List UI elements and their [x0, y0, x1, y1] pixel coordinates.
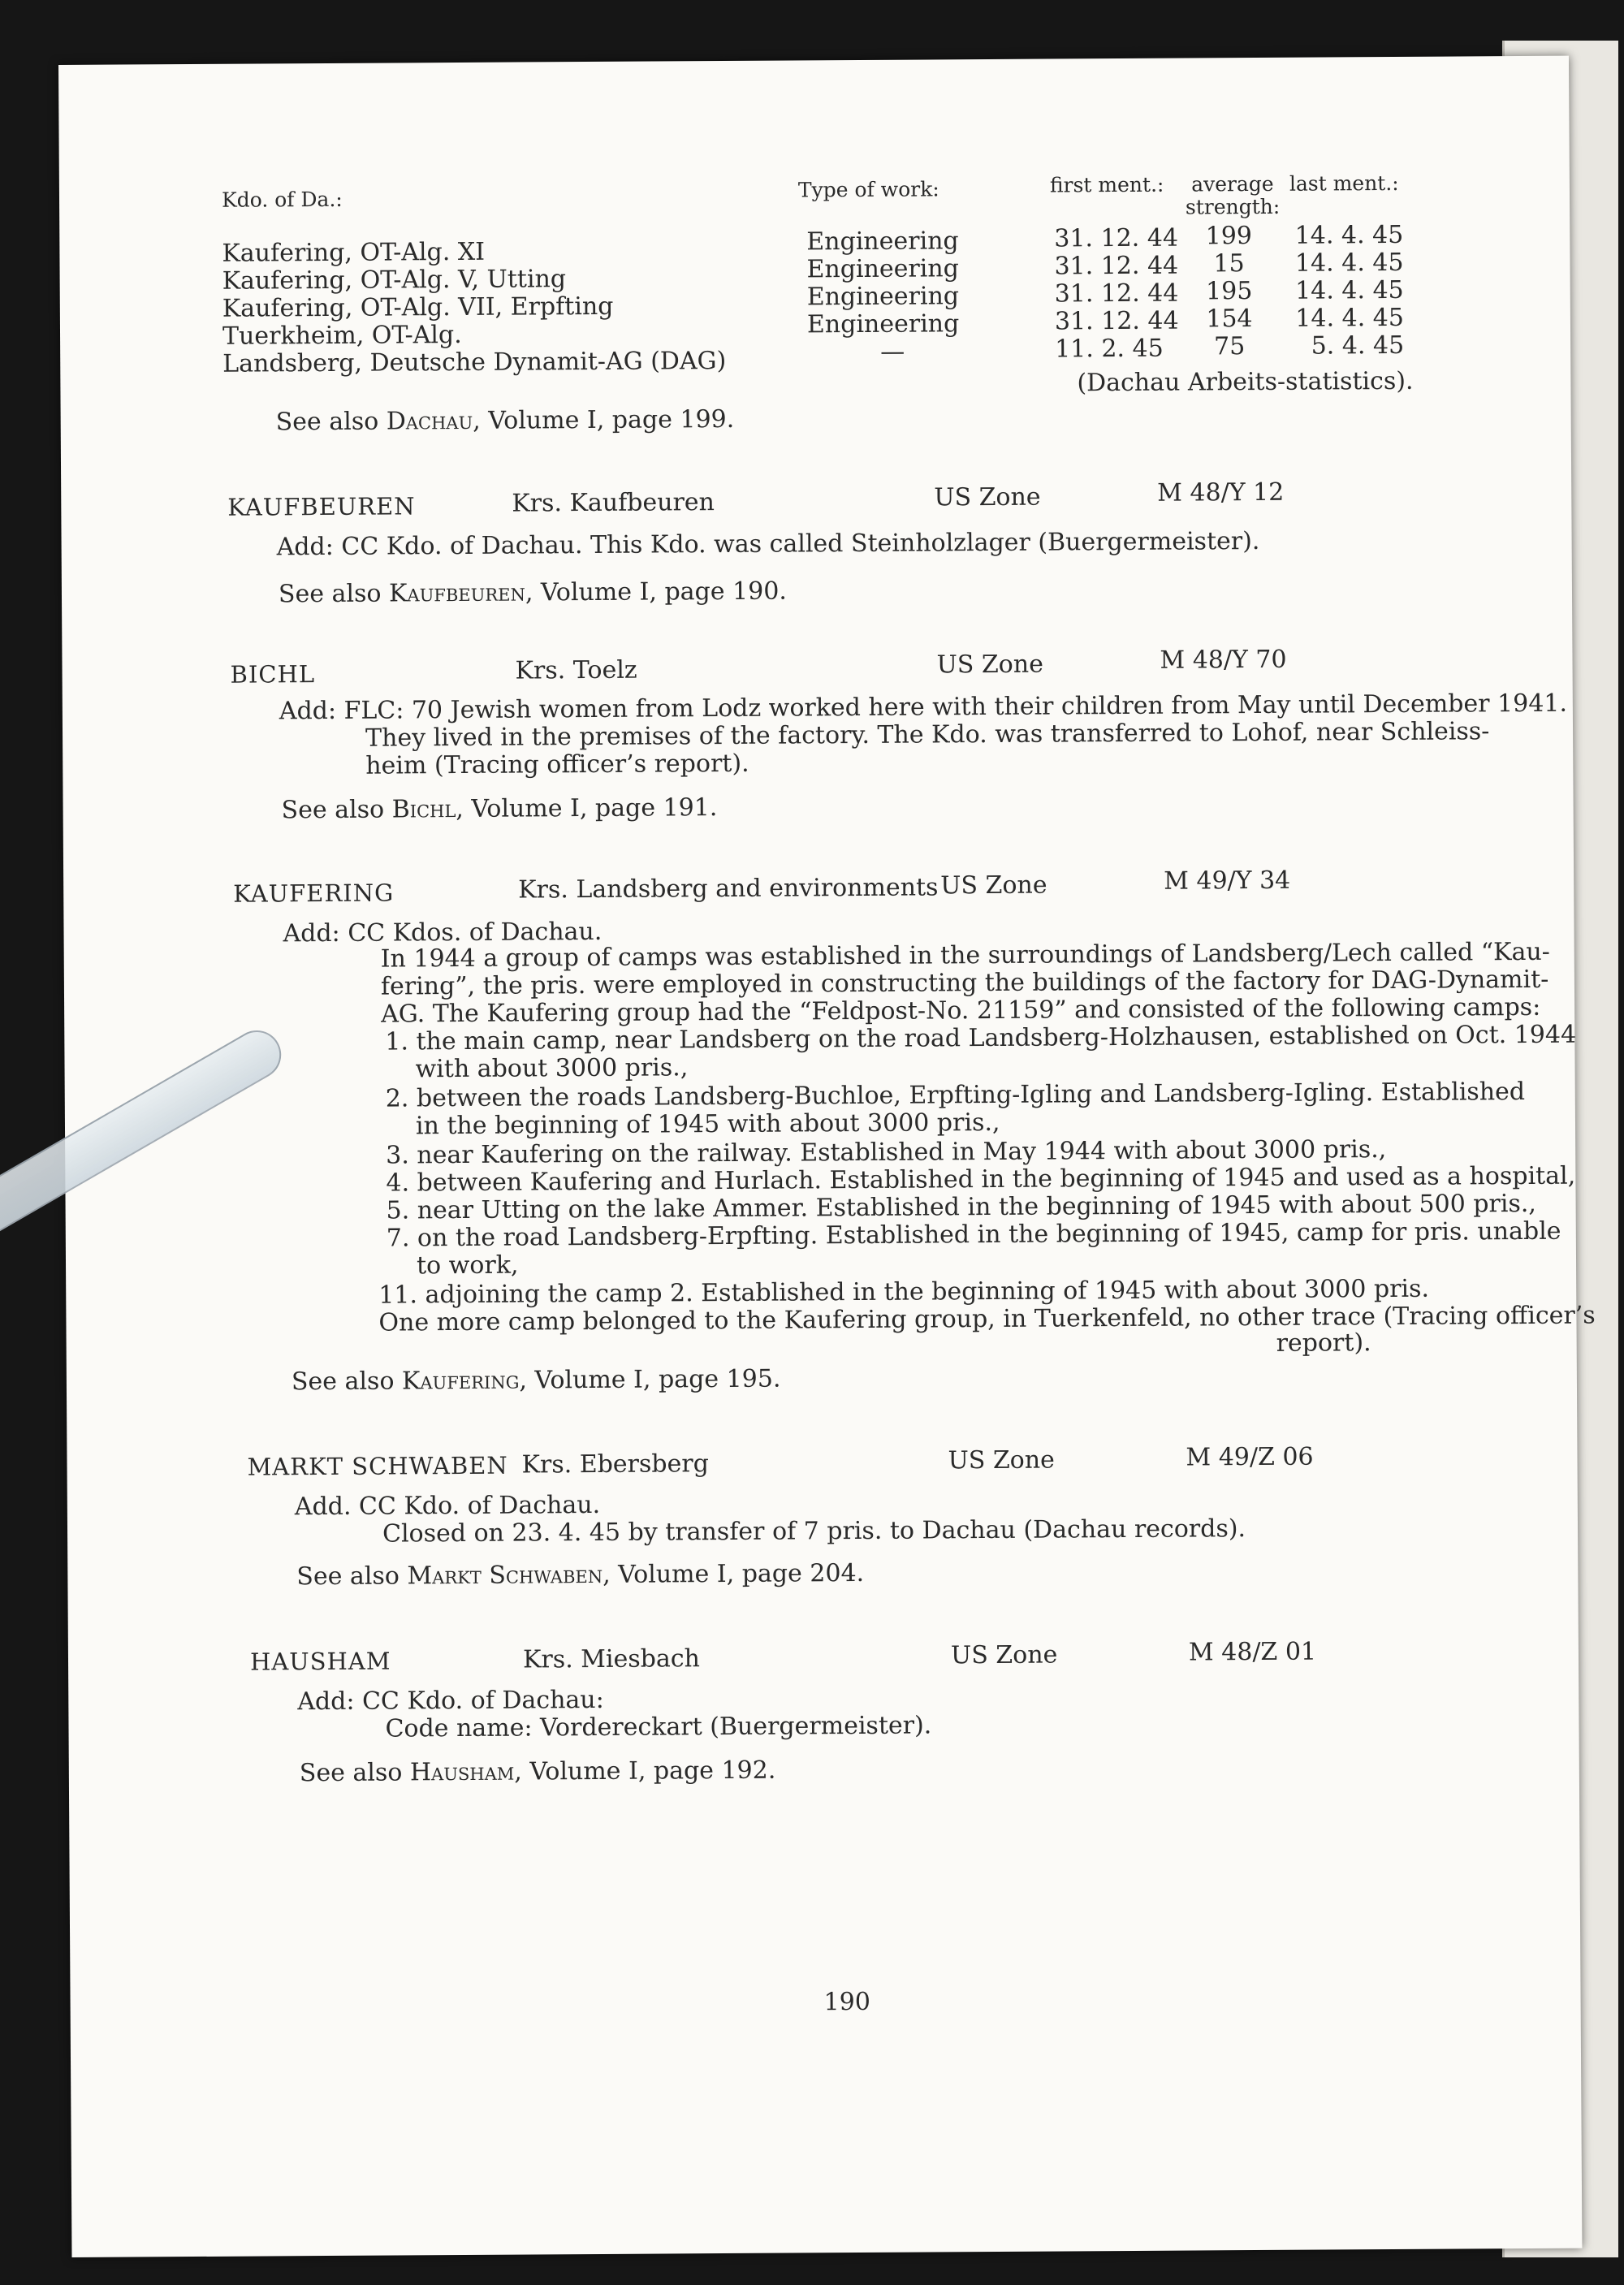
- map-ref-kaufering: M 49/Y 34: [1164, 866, 1291, 896]
- see-also-dachau: See also Dachau, Volume I, page 199.: [275, 404, 735, 437]
- kaufering-para-3: AG. The Kaufering group had the “Feldpost-No. 21159” and consisted of the following camps:: [381, 992, 1541, 1029]
- list-item: 4. between Kaufering and Hurlach. Established in the beginning of 1945 and used as a hospital,: [386, 1161, 1576, 1198]
- cell-first: 11. 2. 45: [1055, 334, 1164, 364]
- cell-type: Engineering: [806, 227, 959, 257]
- addendum-bichl-2: They lived in the premises of the factory. The Kdo. was transferred to Lohof, near Schleiss-: [365, 717, 1490, 753]
- addendum-markt-schwaben: Add. CC Kdo. of Dachau.: [294, 1490, 601, 1522]
- cell-avg: 15: [1213, 249, 1245, 279]
- see-also-bichl: See also Bichl, Volume I, page 191.: [281, 793, 718, 825]
- zone-hausham: US Zone: [950, 1640, 1058, 1670]
- list-item-cont: with about 3000 pris.,: [415, 1053, 689, 1084]
- list-item: 2. between the roads Landsberg-Buchloe, Erpfting-Igling and Landsberg-Igling. Established: [385, 1077, 1526, 1113]
- cell-last: 14. 4. 45: [1295, 275, 1404, 305]
- kaufering-para-4: One more camp belonged to the Kaufering group, in Tuerkenfeld, no other trace (Tracing officer’s: [378, 1301, 1596, 1337]
- entry-heading-bichl: BICHL: [230, 660, 316, 689]
- page-number: 190: [823, 1987, 870, 2017]
- addendum-kaufbeuren: Add: CC Kdo. of Dachau. This Kdo. was called Steinholzlager (Buergermeister).: [276, 526, 1260, 562]
- see-also-kaufering: See also Kaufering, Volume I, page 195.: [291, 1364, 781, 1397]
- hausham-code-name: Code name: Vordereckart (Buergermeister).: [385, 1711, 932, 1743]
- zone-markt-schwaben: US Zone: [948, 1445, 1055, 1475]
- district-kaufbeuren: Krs. Kaufbeuren: [512, 488, 715, 518]
- kaufering-para-2: fering”, the pris. were employed in constructing the buildings of the factory for DAG-Dynamit-: [380, 965, 1549, 1001]
- entry-heading-kaufering: KAUFERING: [233, 879, 395, 908]
- see-also-markt-schwaben: See also Markt Schwaben, Volume I, page 204.: [296, 1558, 865, 1592]
- col-header-avg-2: strength:: [1185, 194, 1281, 219]
- district-kaufering: Krs. Landsberg and environments: [518, 873, 939, 905]
- cell-first: 31. 12. 44: [1054, 306, 1179, 336]
- cell-last: 14. 4. 45: [1294, 248, 1404, 278]
- map-ref-kaufbeuren: M 48/Y 12: [1157, 477, 1285, 508]
- col-header-last: last ment.:: [1289, 171, 1399, 196]
- col-header-type: Type of work:: [797, 177, 939, 202]
- entry-heading-markt-schwaben: MARKT SCHWABEN: [247, 1451, 508, 1481]
- list-item: 7. on the road Landsberg-Erpfting. Established in the beginning of 1945, camp for pris. unable: [386, 1216, 1561, 1253]
- entry-heading-hausham: HAUSHAM: [249, 1647, 391, 1676]
- map-ref-markt-schwaben: M 49/Z 06: [1186, 1442, 1314, 1472]
- addendum-bichl-1: Add: FLC: 70 Jewish women from Lodz worked here with their children from May until December 1941.: [279, 689, 1568, 726]
- addendum-bichl-3: heim (Tracing officer’s report).: [365, 749, 749, 780]
- see-also-kaufbeuren: See also Kaufbeuren, Volume I, page 190.: [278, 577, 788, 609]
- list-item-cont: in the beginning of 1945 with about 3000 pris.,: [415, 1108, 1000, 1141]
- list-item-cont: to work,: [416, 1250, 519, 1281]
- kaufering-para-1: In 1944 a group of camps was established in the surroundings of Landsberg/Lech called “Kau-: [380, 937, 1550, 974]
- list-item: 1. the main camp, near Landsberg on the road Landsberg-Holzhausen, established on Oct. 1944: [385, 1020, 1577, 1056]
- cell-kdo: Tuerkheim, OT-Alg.: [222, 320, 462, 351]
- cell-kdo: Kaufering, OT-Alg. XI: [222, 237, 486, 268]
- kaufering-para-5: report).: [1276, 1328, 1371, 1358]
- cell-kdo: Landsberg, Deutsche Dynamit-AG (DAG): [222, 346, 727, 378]
- cell-last: 5. 4. 45: [1311, 330, 1405, 361]
- col-header-kdo: Kdo. of Da.:: [221, 187, 343, 212]
- cell-kdo: Kaufering, OT-Alg. V, Utting: [222, 265, 567, 296]
- district-markt-schwaben: Krs. Ebersberg: [521, 1449, 709, 1479]
- cell-avg: 154: [1206, 305, 1253, 334]
- document-page: [58, 56, 1596, 2257]
- cell-avg: 199: [1205, 222, 1253, 251]
- cell-type: Engineering: [806, 282, 960, 312]
- markt-schwaben-note: Closed on 23. 4. 45 by transfer of 7 pris. to Dachau (Dachau records).: [382, 1514, 1246, 1549]
- cell-first: 31. 12. 44: [1054, 223, 1179, 253]
- cell-type: Engineering: [806, 309, 960, 339]
- district-bichl: Krs. Toelz: [515, 655, 637, 685]
- cell-avg: 195: [1205, 277, 1253, 306]
- addendum-kaufering: Add: CC Kdos. of Dachau.: [283, 917, 603, 948]
- zone-kaufering: US Zone: [940, 870, 1047, 901]
- cell-kdo: Kaufering, OT-Alg. VII, Erpfting: [222, 292, 614, 323]
- cell-last: 14. 4. 45: [1294, 220, 1404, 250]
- cell-avg: 75: [1213, 332, 1246, 361]
- col-header-first: first ment.:: [1049, 172, 1164, 197]
- cell-type: —: [880, 337, 905, 366]
- district-hausham: Krs. Miesbach: [522, 1644, 701, 1674]
- list-item: 3. near Kaufering on the railway. Established in May 1944 with about 3000 pris.,: [386, 1135, 1387, 1170]
- col-header-avg: average: [1191, 171, 1274, 197]
- list-item: 5. near Utting on the lake Ammer. Established in the beginning of 1945 with about 500 pris.,: [386, 1189, 1536, 1225]
- cell-type: Engineering: [806, 254, 959, 284]
- table-source-note: (Dachau Arbeits-statistics).: [1077, 366, 1414, 398]
- list-item: 11. adjoining the camp 2. Established in the beginning of 1945 with about 3000 pris.: [378, 1274, 1430, 1310]
- entry-heading-kaufbeuren: KAUFBEUREN: [227, 492, 416, 521]
- cell-last: 14. 4. 45: [1295, 303, 1405, 333]
- see-also-hausham: See also Hausham, Volume I, page 192.: [299, 1756, 776, 1788]
- cell-first: 31. 12. 44: [1054, 251, 1179, 281]
- map-ref-bichl: M 48/Y 70: [1160, 645, 1287, 675]
- map-ref-hausham: M 48/Z 01: [1188, 1637, 1317, 1667]
- zone-kaufbeuren: US Zone: [934, 482, 1041, 512]
- addendum-hausham: Add: CC Kdo. of Dachau:: [297, 1685, 604, 1717]
- zone-bichl: US Zone: [936, 650, 1043, 680]
- cell-first: 31. 12. 44: [1054, 279, 1179, 309]
